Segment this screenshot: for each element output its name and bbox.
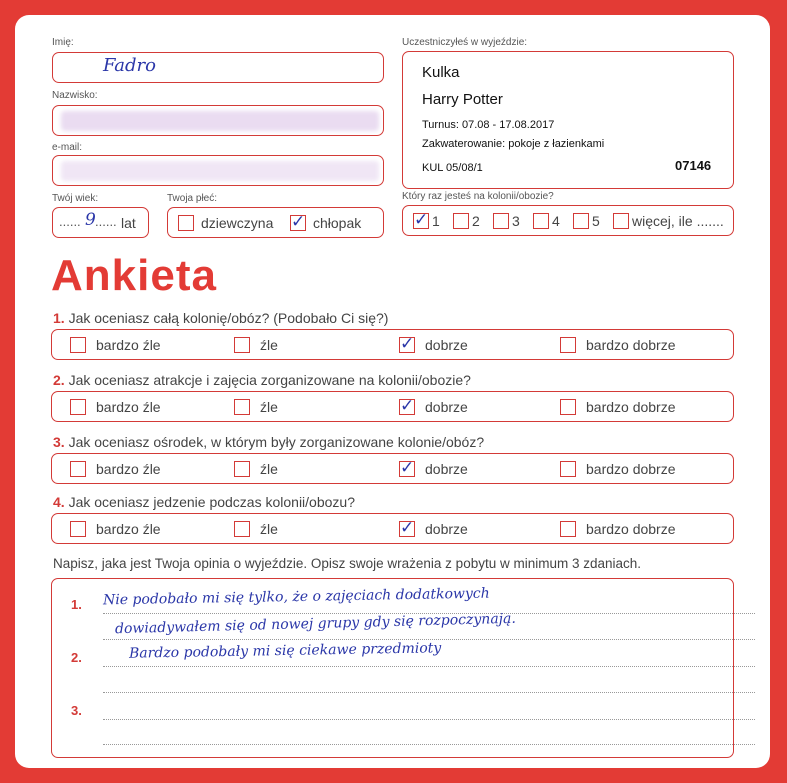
rating-checkbox[interactable] bbox=[560, 337, 576, 353]
times-3-checkbox[interactable] bbox=[493, 213, 509, 229]
rating-checkbox[interactable] bbox=[234, 337, 250, 353]
participant-card bbox=[402, 51, 734, 189]
rating-option-label: bardzo dobrze bbox=[586, 521, 676, 537]
age-label: Twój wiek: bbox=[52, 193, 99, 204]
camp-theme: Harry Potter bbox=[422, 91, 503, 108]
check-mark-icon: ✓ bbox=[291, 212, 306, 232]
name-field[interactable] bbox=[52, 52, 384, 83]
writing-line bbox=[103, 719, 755, 720]
rating-checkbox[interactable] bbox=[560, 521, 576, 537]
redacted-email bbox=[61, 161, 379, 181]
times-5-label: 5 bbox=[592, 213, 600, 229]
name-label: Imię: bbox=[52, 37, 74, 48]
rating-option-label: źle bbox=[260, 461, 278, 477]
question-text bbox=[53, 310, 388, 326]
rating-checkbox[interactable] bbox=[399, 396, 415, 416]
opinion-line-2: dowiadywałem się od nowej grupy gdy się rozpoczynają. bbox=[114, 610, 517, 638]
rating-checkbox[interactable] bbox=[70, 461, 86, 477]
rating-option-label: bardzo dobrze bbox=[586, 461, 676, 477]
rating-option-label: źle bbox=[260, 399, 278, 415]
rating-option-label: dobrze bbox=[425, 337, 468, 353]
check-mark-icon: ✓ bbox=[400, 334, 415, 354]
times-4-label: 4 bbox=[552, 213, 560, 229]
writing-line bbox=[103, 744, 755, 745]
camp-name: Kulka bbox=[422, 64, 460, 81]
question-number: 1. bbox=[53, 310, 65, 326]
gender-boy-label: chłopak bbox=[313, 215, 362, 231]
question-label: Jak oceniasz ośrodek, w którym były zorganizowane kolonie/obóz? bbox=[68, 434, 485, 450]
rating-checkbox[interactable] bbox=[560, 399, 576, 415]
rating-checkbox[interactable] bbox=[70, 521, 86, 537]
camp-code: KUL 05/08/1 bbox=[422, 162, 483, 174]
times-4-checkbox[interactable] bbox=[533, 213, 549, 229]
question-label: Jak oceniasz całą kolonię/obóz? (Podobało Ci się?) bbox=[68, 310, 389, 326]
gender-field bbox=[167, 207, 384, 238]
question-text bbox=[53, 372, 471, 388]
rating-row bbox=[51, 329, 734, 360]
gender-label: Twoja płeć: bbox=[167, 193, 218, 204]
rating-option-label: bardzo źle bbox=[96, 461, 161, 477]
rating-checkbox[interactable] bbox=[560, 461, 576, 477]
question-text bbox=[53, 494, 355, 510]
times-more-checkbox[interactable] bbox=[613, 213, 629, 229]
age-dots: ...... bbox=[59, 214, 81, 229]
email-label: e-mail: bbox=[52, 142, 83, 153]
rating-row bbox=[51, 513, 734, 544]
rating-checkbox[interactable] bbox=[70, 337, 86, 353]
age-unit: lat bbox=[121, 215, 136, 231]
rating-option-label: dobrze bbox=[425, 461, 468, 477]
age-value: 9 bbox=[85, 210, 96, 230]
rating-checkbox[interactable] bbox=[70, 399, 86, 415]
opinion-line-3: Bardzo podobały mi się ciekawe przedmioty bbox=[128, 640, 442, 662]
rating-checkbox[interactable] bbox=[399, 334, 415, 354]
rating-option-label: bardzo źle bbox=[96, 337, 161, 353]
gender-boy-checkbox[interactable] bbox=[290, 212, 306, 232]
times-1-checkbox[interactable] bbox=[413, 210, 429, 230]
check-mark-icon: ✓ bbox=[400, 458, 415, 478]
writing-line bbox=[103, 666, 755, 667]
times-5-checkbox[interactable] bbox=[573, 213, 589, 229]
camp-number: 07146 bbox=[675, 158, 712, 173]
rating-checkbox[interactable] bbox=[234, 461, 250, 477]
times-2-label: 2 bbox=[472, 213, 480, 229]
participant-label: Uczestniczyłeś w wyjeździe: bbox=[402, 37, 528, 48]
line-number-3: 3. bbox=[71, 703, 82, 718]
accommodation-label: Zakwaterowanie: bbox=[422, 138, 506, 150]
question-label: Jak oceniasz jedzenie podczas kolonii/obozu? bbox=[68, 494, 355, 510]
surname-label: Nazwisko: bbox=[52, 90, 98, 101]
times-label: Który raz jesteś na kolonii/obozie? bbox=[402, 191, 554, 202]
rating-option-label: źle bbox=[260, 521, 278, 537]
times-2-checkbox[interactable] bbox=[453, 213, 469, 229]
name-value: Fadro bbox=[103, 55, 156, 76]
age-field[interactable] bbox=[52, 207, 149, 238]
gender-girl-label: dziewczyna bbox=[201, 215, 274, 231]
rating-option-label: dobrze bbox=[425, 399, 468, 415]
writing-line bbox=[103, 692, 755, 693]
turnus-value: 07.08 - 17.08.2017 bbox=[461, 119, 555, 131]
opinion-prompt: Napisz, jaka jest Twoja opinia o wyjeździe. Opisz swoje wrażenia z pobytu w minimum 3 zdaniach. bbox=[53, 556, 642, 571]
question-number: 4. bbox=[53, 494, 65, 510]
rating-checkbox[interactable] bbox=[399, 458, 415, 478]
rating-checkbox[interactable] bbox=[234, 399, 250, 415]
times-field bbox=[402, 205, 734, 236]
turnus-label: Turnus: bbox=[422, 119, 459, 131]
check-mark-icon: ✓ bbox=[414, 210, 429, 230]
email-field[interactable] bbox=[52, 155, 384, 186]
line-number-1: 1. bbox=[71, 597, 82, 612]
question-text bbox=[53, 434, 484, 450]
check-mark-icon: ✓ bbox=[400, 396, 415, 416]
age-dots-after: ...... bbox=[95, 214, 117, 229]
times-1-label: 1 bbox=[432, 213, 440, 229]
surname-field[interactable] bbox=[52, 105, 384, 136]
rating-checkbox[interactable] bbox=[399, 518, 415, 538]
survey-title: Ankieta bbox=[51, 251, 217, 300]
survey-sheet bbox=[15, 15, 770, 768]
rating-option-label: bardzo dobrze bbox=[586, 337, 676, 353]
rating-option-label: dobrze bbox=[425, 521, 468, 537]
line-number-2: 2. bbox=[71, 650, 82, 665]
question-label: Jak oceniasz atrakcje i zajęcia zorganizowane na kolonii/obozie? bbox=[68, 372, 471, 388]
times-more-label: więcej, ile ....... bbox=[632, 213, 724, 229]
rating-row bbox=[51, 453, 734, 484]
redacted-surname bbox=[61, 111, 379, 131]
rating-option-label: bardzo dobrze bbox=[586, 399, 676, 415]
gender-girl-checkbox[interactable] bbox=[178, 215, 194, 231]
question-number: 3. bbox=[53, 434, 65, 450]
opinion-line-1: Nie podobało mi się tylko, że o zajęciach dodatkowych bbox=[102, 585, 490, 609]
accommodation-value: pokoje z łazienkami bbox=[508, 138, 605, 150]
rating-row bbox=[51, 391, 734, 422]
rating-checkbox[interactable] bbox=[234, 521, 250, 537]
times-3-label: 3 bbox=[512, 213, 520, 229]
rating-option-label: źle bbox=[260, 337, 278, 353]
rating-option-label: bardzo źle bbox=[96, 521, 161, 537]
question-number: 2. bbox=[53, 372, 65, 388]
check-mark-icon: ✓ bbox=[400, 518, 415, 538]
rating-option-label: bardzo źle bbox=[96, 399, 161, 415]
